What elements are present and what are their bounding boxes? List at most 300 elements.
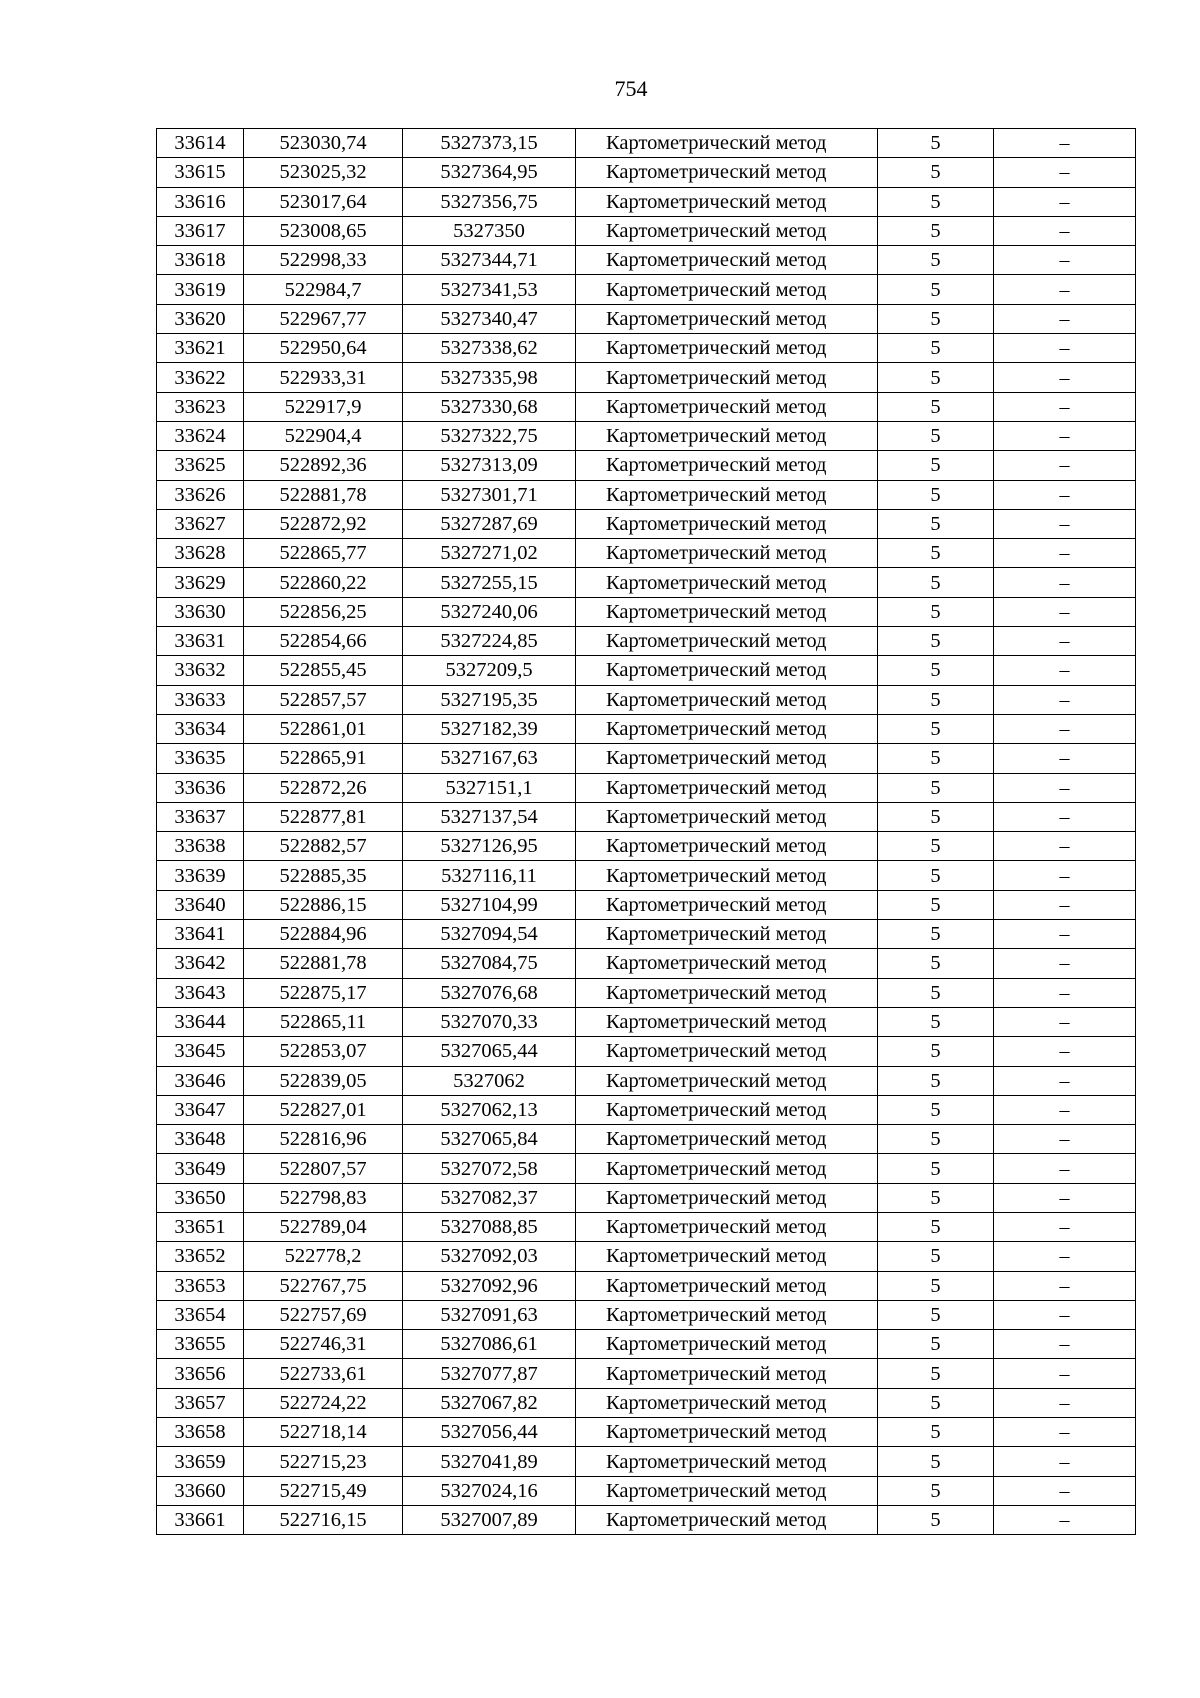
accuracy-cell: 5: [878, 216, 994, 245]
note-cell: –: [994, 656, 1136, 685]
method-cell: Картометрический метод: [576, 861, 878, 890]
x-coordinate-cell: 522872,92: [244, 509, 403, 538]
note-cell: –: [994, 1037, 1136, 1066]
accuracy-cell: 5: [878, 539, 994, 568]
table-row: [157, 392, 1136, 421]
method-cell: Картометрический метод: [576, 246, 878, 275]
x-coordinate-cell: 522984,7: [244, 275, 403, 304]
method-cell: Картометрический метод: [576, 597, 878, 626]
table-row: [157, 1418, 1136, 1447]
method-cell: Картометрический метод: [576, 949, 878, 978]
note-cell: –: [994, 129, 1136, 158]
method-cell: Картометрический метод: [576, 392, 878, 421]
x-coordinate-cell: 522872,26: [244, 773, 403, 802]
point-number-cell: 33634: [157, 714, 244, 743]
note-cell: –: [994, 1330, 1136, 1359]
y-coordinate-cell: 5327065,44: [403, 1037, 576, 1066]
accuracy-cell: 5: [878, 773, 994, 802]
y-coordinate-cell: 5327344,71: [403, 246, 576, 275]
note-cell: –: [994, 421, 1136, 450]
x-coordinate-cell: 522807,57: [244, 1154, 403, 1183]
table-row: [157, 978, 1136, 1007]
note-cell: –: [994, 744, 1136, 773]
y-coordinate-cell: 5327094,54: [403, 920, 576, 949]
point-number-cell: 33656: [157, 1359, 244, 1388]
y-coordinate-cell: 5327341,53: [403, 275, 576, 304]
coordinates-table: [156, 128, 1136, 1535]
method-cell: Картометрический метод: [576, 1476, 878, 1505]
y-coordinate-cell: 5327167,63: [403, 744, 576, 773]
y-coordinate-cell: 5327330,68: [403, 392, 576, 421]
x-coordinate-cell: 522885,35: [244, 861, 403, 890]
point-number-cell: 33650: [157, 1183, 244, 1212]
x-coordinate-cell: 523008,65: [244, 216, 403, 245]
note-cell: –: [994, 480, 1136, 509]
note-cell: –: [994, 1154, 1136, 1183]
method-cell: Картометрический метод: [576, 1212, 878, 1241]
x-coordinate-cell: 522857,57: [244, 685, 403, 714]
point-number-cell: 33632: [157, 656, 244, 685]
table-row: [157, 1359, 1136, 1388]
y-coordinate-cell: 5327024,16: [403, 1476, 576, 1505]
table-row: [157, 597, 1136, 626]
point-number-cell: 33661: [157, 1505, 244, 1534]
method-cell: Картометрический метод: [576, 685, 878, 714]
table-row: [157, 714, 1136, 743]
accuracy-cell: 5: [878, 861, 994, 890]
table-row: [157, 1300, 1136, 1329]
accuracy-cell: 5: [878, 1388, 994, 1417]
point-number-cell: 33659: [157, 1447, 244, 1476]
note-cell: –: [994, 275, 1136, 304]
table-row: [157, 304, 1136, 333]
y-coordinate-cell: 5327088,85: [403, 1212, 576, 1241]
y-coordinate-cell: 5327195,35: [403, 685, 576, 714]
method-cell: Картометрический метод: [576, 890, 878, 919]
x-coordinate-cell: 522892,36: [244, 451, 403, 480]
point-number-cell: 33653: [157, 1271, 244, 1300]
table-row: [157, 656, 1136, 685]
y-coordinate-cell: 5327338,62: [403, 334, 576, 363]
accuracy-cell: 5: [878, 1212, 994, 1241]
x-coordinate-cell: 522877,81: [244, 802, 403, 831]
accuracy-cell: 5: [878, 363, 994, 392]
point-number-cell: 33646: [157, 1066, 244, 1095]
point-number-cell: 33645: [157, 1037, 244, 1066]
method-cell: Картометрический метод: [576, 714, 878, 743]
y-coordinate-cell: 5327116,11: [403, 861, 576, 890]
y-coordinate-cell: 5327373,15: [403, 129, 576, 158]
method-cell: Картометрический метод: [576, 363, 878, 392]
note-cell: –: [994, 392, 1136, 421]
accuracy-cell: 5: [878, 1476, 994, 1505]
point-number-cell: 33618: [157, 246, 244, 275]
y-coordinate-cell: 5327209,5: [403, 656, 576, 685]
x-coordinate-cell: 522854,66: [244, 627, 403, 656]
table-row: [157, 480, 1136, 509]
y-coordinate-cell: 5327240,06: [403, 597, 576, 626]
x-coordinate-cell: 522998,33: [244, 246, 403, 275]
y-coordinate-cell: 5327287,69: [403, 509, 576, 538]
y-coordinate-cell: 5327067,82: [403, 1388, 576, 1417]
table-row: [157, 1447, 1136, 1476]
point-number-cell: 33619: [157, 275, 244, 304]
method-cell: Картометрический метод: [576, 1271, 878, 1300]
x-coordinate-cell: 522881,78: [244, 949, 403, 978]
accuracy-cell: 5: [878, 949, 994, 978]
accuracy-cell: 5: [878, 246, 994, 275]
table-row: [157, 627, 1136, 656]
point-number-cell: 33625: [157, 451, 244, 480]
note-cell: –: [994, 1125, 1136, 1154]
x-coordinate-cell: 522757,69: [244, 1300, 403, 1329]
method-cell: Картометрический метод: [576, 1418, 878, 1447]
x-coordinate-cell: 523017,64: [244, 187, 403, 216]
y-coordinate-cell: 5327076,68: [403, 978, 576, 1007]
point-number-cell: 33635: [157, 744, 244, 773]
point-number-cell: 33616: [157, 187, 244, 216]
method-cell: Картометрический метод: [576, 1359, 878, 1388]
y-coordinate-cell: 5327224,85: [403, 627, 576, 656]
y-coordinate-cell: 5327084,75: [403, 949, 576, 978]
accuracy-cell: 5: [878, 129, 994, 158]
note-cell: –: [994, 246, 1136, 275]
table-row: [157, 949, 1136, 978]
note-cell: –: [994, 451, 1136, 480]
x-coordinate-cell: 523025,32: [244, 158, 403, 187]
y-coordinate-cell: 5327062: [403, 1066, 576, 1095]
table-row: [157, 1476, 1136, 1505]
page-number: 754: [614, 76, 648, 101]
x-coordinate-cell: 522884,96: [244, 920, 403, 949]
table-row: [157, 187, 1136, 216]
y-coordinate-cell: 5327092,03: [403, 1242, 576, 1271]
accuracy-cell: 5: [878, 1125, 994, 1154]
y-coordinate-cell: 5327086,61: [403, 1330, 576, 1359]
y-coordinate-cell: 5327072,58: [403, 1154, 576, 1183]
x-coordinate-cell: 522886,15: [244, 890, 403, 919]
table-row: [157, 158, 1136, 187]
note-cell: –: [994, 920, 1136, 949]
accuracy-cell: 5: [878, 802, 994, 831]
point-number-cell: 33629: [157, 568, 244, 597]
method-cell: Картометрический метод: [576, 1037, 878, 1066]
table-row: [157, 1007, 1136, 1036]
y-coordinate-cell: 5327070,33: [403, 1007, 576, 1036]
point-number-cell: 33614: [157, 129, 244, 158]
y-coordinate-cell: 5327322,75: [403, 421, 576, 450]
y-coordinate-cell: 5327056,44: [403, 1418, 576, 1447]
note-cell: –: [994, 304, 1136, 333]
note-cell: –: [994, 714, 1136, 743]
point-number-cell: 33658: [157, 1418, 244, 1447]
table-row: [157, 509, 1136, 538]
accuracy-cell: 5: [878, 509, 994, 538]
method-cell: Картометрический метод: [576, 421, 878, 450]
method-cell: Картометрический метод: [576, 920, 878, 949]
y-coordinate-cell: 5327350: [403, 216, 576, 245]
accuracy-cell: 5: [878, 1066, 994, 1095]
method-cell: Картометрический метод: [576, 1300, 878, 1329]
method-cell: Картометрический метод: [576, 1330, 878, 1359]
table-row: [157, 1271, 1136, 1300]
method-cell: Картометрический метод: [576, 773, 878, 802]
x-coordinate-cell: 522718,14: [244, 1418, 403, 1447]
note-cell: –: [994, 158, 1136, 187]
x-coordinate-cell: 522746,31: [244, 1330, 403, 1359]
x-coordinate-cell: 522861,01: [244, 714, 403, 743]
x-coordinate-cell: 522733,61: [244, 1359, 403, 1388]
note-cell: –: [994, 1447, 1136, 1476]
method-cell: Картометрический метод: [576, 1066, 878, 1095]
note-cell: –: [994, 334, 1136, 363]
table-row: [157, 773, 1136, 802]
x-coordinate-cell: 522853,07: [244, 1037, 403, 1066]
note-cell: –: [994, 1388, 1136, 1417]
method-cell: Картометрический метод: [576, 978, 878, 1007]
x-coordinate-cell: 522715,49: [244, 1476, 403, 1505]
method-cell: Картометрический метод: [576, 1242, 878, 1271]
y-coordinate-cell: 5327313,09: [403, 451, 576, 480]
note-cell: –: [994, 832, 1136, 861]
point-number-cell: 33630: [157, 597, 244, 626]
y-coordinate-cell: 5327340,47: [403, 304, 576, 333]
table-row: [157, 832, 1136, 861]
point-number-cell: 33624: [157, 421, 244, 450]
y-coordinate-cell: 5327126,95: [403, 832, 576, 861]
method-cell: Картометрический метод: [576, 802, 878, 831]
x-coordinate-cell: 522778,2: [244, 1242, 403, 1271]
y-coordinate-cell: 5327062,13: [403, 1095, 576, 1124]
y-coordinate-cell: 5327182,39: [403, 714, 576, 743]
method-cell: Картометрический метод: [576, 1505, 878, 1534]
table-row: [157, 920, 1136, 949]
method-cell: Картометрический метод: [576, 832, 878, 861]
method-cell: Картометрический метод: [576, 1183, 878, 1212]
note-cell: –: [994, 1271, 1136, 1300]
accuracy-cell: 5: [878, 334, 994, 363]
point-number-cell: 33627: [157, 509, 244, 538]
point-number-cell: 33617: [157, 216, 244, 245]
note-cell: –: [994, 1505, 1136, 1534]
x-coordinate-cell: 522967,77: [244, 304, 403, 333]
accuracy-cell: 5: [878, 158, 994, 187]
table-row: [157, 1154, 1136, 1183]
note-cell: –: [994, 363, 1136, 392]
note-cell: –: [994, 216, 1136, 245]
x-coordinate-cell: 522715,23: [244, 1447, 403, 1476]
x-coordinate-cell: 522917,9: [244, 392, 403, 421]
method-cell: Картометрический метод: [576, 129, 878, 158]
method-cell: Картометрический метод: [576, 158, 878, 187]
note-cell: –: [994, 597, 1136, 626]
accuracy-cell: 5: [878, 1271, 994, 1300]
point-number-cell: 33654: [157, 1300, 244, 1329]
point-number-cell: 33657: [157, 1388, 244, 1417]
method-cell: Картометрический метод: [576, 216, 878, 245]
accuracy-cell: 5: [878, 187, 994, 216]
table-row: [157, 1037, 1136, 1066]
table-row: [157, 802, 1136, 831]
note-cell: –: [994, 802, 1136, 831]
note-cell: –: [994, 1183, 1136, 1212]
y-coordinate-cell: 5327104,99: [403, 890, 576, 919]
point-number-cell: 33626: [157, 480, 244, 509]
note-cell: –: [994, 1007, 1136, 1036]
accuracy-cell: 5: [878, 685, 994, 714]
note-cell: –: [994, 187, 1136, 216]
accuracy-cell: 5: [878, 832, 994, 861]
table-row: [157, 1388, 1136, 1417]
point-number-cell: 33642: [157, 949, 244, 978]
point-number-cell: 33622: [157, 363, 244, 392]
method-cell: Картометрический метод: [576, 480, 878, 509]
x-coordinate-cell: 522875,17: [244, 978, 403, 1007]
accuracy-cell: 5: [878, 597, 994, 626]
y-coordinate-cell: 5327137,54: [403, 802, 576, 831]
table-row: [157, 275, 1136, 304]
x-coordinate-cell: 522716,15: [244, 1505, 403, 1534]
table-body: [157, 129, 1136, 1535]
accuracy-cell: 5: [878, 1300, 994, 1329]
method-cell: Картометрический метод: [576, 1125, 878, 1154]
point-number-cell: 33648: [157, 1125, 244, 1154]
y-coordinate-cell: 5327356,75: [403, 187, 576, 216]
y-coordinate-cell: 5327091,63: [403, 1300, 576, 1329]
accuracy-cell: 5: [878, 890, 994, 919]
table-row: [157, 451, 1136, 480]
note-cell: –: [994, 1242, 1136, 1271]
accuracy-cell: 5: [878, 920, 994, 949]
point-number-cell: 33615: [157, 158, 244, 187]
point-number-cell: 33639: [157, 861, 244, 890]
accuracy-cell: 5: [878, 744, 994, 773]
accuracy-cell: 5: [878, 1037, 994, 1066]
accuracy-cell: 5: [878, 1095, 994, 1124]
method-cell: Картометрический метод: [576, 1007, 878, 1036]
method-cell: Картометрический метод: [576, 627, 878, 656]
x-coordinate-cell: 522855,45: [244, 656, 403, 685]
note-cell: –: [994, 1212, 1136, 1241]
x-coordinate-cell: 522865,11: [244, 1007, 403, 1036]
point-number-cell: 33660: [157, 1476, 244, 1505]
method-cell: Картометрический метод: [576, 304, 878, 333]
accuracy-cell: 5: [878, 1007, 994, 1036]
accuracy-cell: 5: [878, 1505, 994, 1534]
table-row: [157, 421, 1136, 450]
x-coordinate-cell: 522882,57: [244, 832, 403, 861]
accuracy-cell: 5: [878, 1242, 994, 1271]
accuracy-cell: 5: [878, 1183, 994, 1212]
accuracy-cell: 5: [878, 978, 994, 1007]
table-row: [157, 744, 1136, 773]
y-coordinate-cell: 5327364,95: [403, 158, 576, 187]
method-cell: Картометрический метод: [576, 1154, 878, 1183]
method-cell: Картометрический метод: [576, 451, 878, 480]
accuracy-cell: 5: [878, 304, 994, 333]
table-row: [157, 1505, 1136, 1534]
table-row: [157, 1242, 1136, 1271]
y-coordinate-cell: 5327271,02: [403, 539, 576, 568]
accuracy-cell: 5: [878, 1359, 994, 1388]
accuracy-cell: 5: [878, 392, 994, 421]
note-cell: –: [994, 1418, 1136, 1447]
method-cell: Картометрический метод: [576, 509, 878, 538]
method-cell: Картометрический метод: [576, 1095, 878, 1124]
y-coordinate-cell: 5327077,87: [403, 1359, 576, 1388]
point-number-cell: 33641: [157, 920, 244, 949]
point-number-cell: 33636: [157, 773, 244, 802]
point-number-cell: 33647: [157, 1095, 244, 1124]
point-number-cell: 33638: [157, 832, 244, 861]
y-coordinate-cell: 5327007,89: [403, 1505, 576, 1534]
y-coordinate-cell: 5327041,89: [403, 1447, 576, 1476]
y-coordinate-cell: 5327065,84: [403, 1125, 576, 1154]
x-coordinate-cell: 523030,74: [244, 129, 403, 158]
point-number-cell: 33649: [157, 1154, 244, 1183]
point-number-cell: 33620: [157, 304, 244, 333]
table-row: [157, 129, 1136, 158]
table-row: [157, 363, 1136, 392]
method-cell: Картометрический метод: [576, 568, 878, 597]
x-coordinate-cell: 522789,04: [244, 1212, 403, 1241]
point-number-cell: 33633: [157, 685, 244, 714]
y-coordinate-cell: 5327092,96: [403, 1271, 576, 1300]
x-coordinate-cell: 522839,05: [244, 1066, 403, 1095]
y-coordinate-cell: 5327301,71: [403, 480, 576, 509]
point-number-cell: 33644: [157, 1007, 244, 1036]
table-row: [157, 1212, 1136, 1241]
x-coordinate-cell: 522856,25: [244, 597, 403, 626]
accuracy-cell: 5: [878, 480, 994, 509]
x-coordinate-cell: 522881,78: [244, 480, 403, 509]
x-coordinate-cell: 522865,91: [244, 744, 403, 773]
note-cell: –: [994, 509, 1136, 538]
accuracy-cell: 5: [878, 1330, 994, 1359]
table-row: [157, 1183, 1136, 1212]
accuracy-cell: 5: [878, 275, 994, 304]
x-coordinate-cell: 522798,83: [244, 1183, 403, 1212]
accuracy-cell: 5: [878, 1418, 994, 1447]
table-row: [157, 1066, 1136, 1095]
note-cell: –: [994, 890, 1136, 919]
method-cell: Картометрический метод: [576, 539, 878, 568]
x-coordinate-cell: 522767,75: [244, 1271, 403, 1300]
point-number-cell: 33628: [157, 539, 244, 568]
note-cell: –: [994, 1300, 1136, 1329]
table-row: [157, 685, 1136, 714]
table-row: [157, 568, 1136, 597]
y-coordinate-cell: 5327151,1: [403, 773, 576, 802]
table-row: [157, 1330, 1136, 1359]
accuracy-cell: 5: [878, 568, 994, 597]
accuracy-cell: 5: [878, 656, 994, 685]
accuracy-cell: 5: [878, 1447, 994, 1476]
note-cell: –: [994, 1066, 1136, 1095]
note-cell: –: [994, 978, 1136, 1007]
point-number-cell: 33631: [157, 627, 244, 656]
table-row: [157, 861, 1136, 890]
x-coordinate-cell: 522950,64: [244, 334, 403, 363]
accuracy-cell: 5: [878, 1154, 994, 1183]
method-cell: Картометрический метод: [576, 656, 878, 685]
method-cell: Картометрический метод: [576, 744, 878, 773]
note-cell: –: [994, 685, 1136, 714]
accuracy-cell: 5: [878, 451, 994, 480]
method-cell: Картометрический метод: [576, 334, 878, 363]
table-row: [157, 246, 1136, 275]
y-coordinate-cell: 5327335,98: [403, 363, 576, 392]
